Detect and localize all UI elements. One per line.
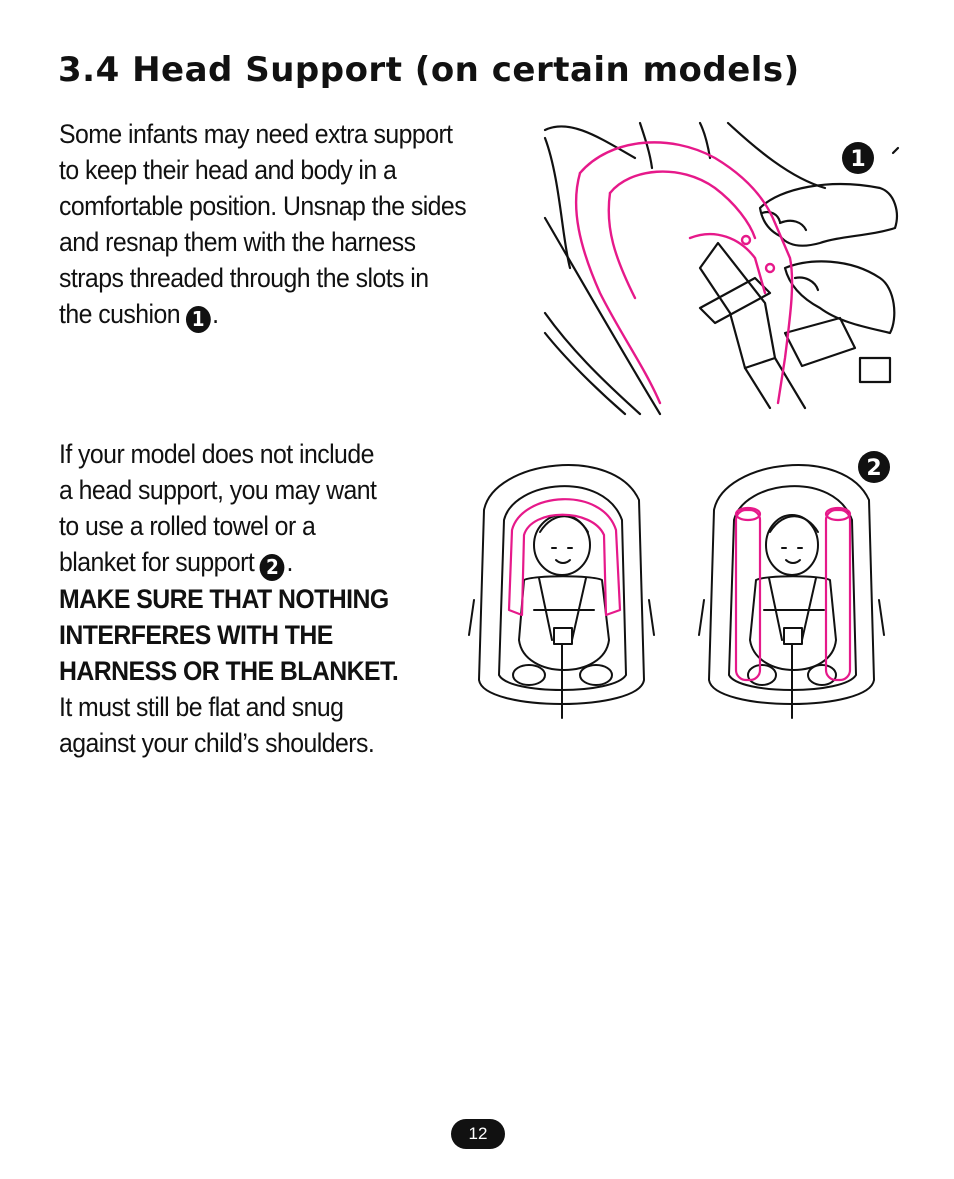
- sentence-end: .: [212, 299, 219, 329]
- figure-2-marker-number: 2: [866, 456, 882, 481]
- alternative-paragraph: [59, 436, 398, 761]
- page-title: 3.4 Head Support (on certain models): [58, 50, 800, 90]
- sentence-end: .: [286, 547, 293, 577]
- text-line: a head support, you may want: [59, 475, 377, 505]
- text-line: It must still be flat and snug: [59, 692, 344, 722]
- figure-1-head-support-illustration: [540, 118, 900, 416]
- figure-1-marker-number: 1: [850, 147, 866, 172]
- text-line: and resnap them with the harness: [59, 227, 416, 257]
- text-line: Some infants may need extra support: [59, 119, 453, 149]
- text-line: If your model does not include: [59, 439, 374, 469]
- figure-2-marker: [858, 451, 890, 483]
- warning-line: HARNESS OR THE BLANKET.: [59, 656, 399, 686]
- warning-line: MAKE SURE THAT NOTHING: [59, 584, 389, 614]
- warning-line: INTERFERES WITH THE: [59, 620, 333, 650]
- step-1-marker-icon: 1: [186, 306, 211, 333]
- figure-2-rolled-towel-illustration: [464, 450, 904, 722]
- text-fragment: the cushion: [59, 299, 180, 329]
- text-line-with-marker: [59, 544, 398, 581]
- figure-1-marker: [842, 142, 874, 174]
- text-line: to use a rolled towel or a: [59, 511, 316, 541]
- text-fragment: blanket for support: [59, 547, 255, 577]
- text-line: comfortable position. Unsnap the sides: [59, 191, 467, 221]
- text-line: straps threaded through the slots in: [59, 263, 429, 293]
- text-line: against your child’s shoulders.: [59, 728, 375, 758]
- page-number-badge: 12: [451, 1119, 505, 1149]
- text-line-with-marker: [59, 296, 466, 333]
- step-2-marker-icon: 2: [260, 554, 285, 581]
- intro-paragraph: [59, 116, 466, 333]
- text-line: to keep their head and body in a: [59, 155, 397, 185]
